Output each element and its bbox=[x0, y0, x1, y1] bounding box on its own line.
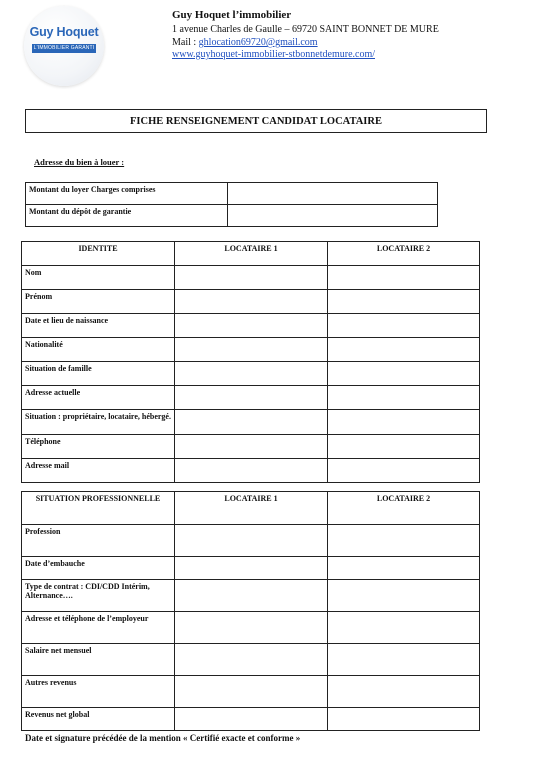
identity-row-label: Téléphone bbox=[22, 435, 175, 459]
agency-website-line bbox=[172, 49, 375, 60]
rent-table bbox=[25, 182, 438, 227]
locataire-2-field[interactable] bbox=[328, 459, 480, 483]
identity-header: LOCATAIRE 1 bbox=[175, 242, 328, 266]
locataire-2-field[interactable] bbox=[328, 525, 480, 557]
rent-row-label: Montant du loyer Charges comprises bbox=[26, 183, 228, 205]
identity-row bbox=[22, 435, 480, 459]
identity-row-label: Nationalité bbox=[22, 338, 175, 362]
locataire-2-field[interactable] bbox=[328, 386, 480, 410]
identity-row bbox=[22, 459, 480, 483]
locataire-2-field[interactable] bbox=[328, 290, 480, 314]
locataire-1-field[interactable] bbox=[175, 459, 328, 483]
locataire-1-field[interactable] bbox=[175, 557, 328, 580]
professional-row bbox=[22, 612, 480, 644]
identity-row-label: Date et lieu de naissance bbox=[22, 314, 175, 338]
locataire-1-field[interactable] bbox=[175, 708, 328, 731]
professional-row bbox=[22, 557, 480, 580]
locataire-2-field[interactable] bbox=[328, 708, 480, 731]
identity-row-label: Nom bbox=[22, 266, 175, 290]
identity-row bbox=[22, 410, 480, 435]
locataire-2-field[interactable] bbox=[328, 644, 480, 676]
identity-row bbox=[22, 266, 480, 290]
agency-name: Guy Hoquet l’immobilier bbox=[172, 9, 292, 21]
locataire-2-field[interactable] bbox=[328, 435, 480, 459]
professional-header: LOCATAIRE 2 bbox=[328, 492, 480, 525]
rent-row bbox=[26, 205, 438, 227]
professional-row-label: Profession bbox=[22, 525, 175, 557]
locataire-2-field[interactable] bbox=[328, 338, 480, 362]
locataire-1-field[interactable] bbox=[175, 410, 328, 435]
professional-row bbox=[22, 580, 480, 612]
mail-label: Mail : bbox=[172, 37, 199, 48]
form-title: FICHE RENSEIGNEMENT CANDIDAT LOCATAIRE bbox=[25, 109, 487, 133]
locataire-2-field[interactable] bbox=[328, 410, 480, 435]
locataire-2-field[interactable] bbox=[328, 557, 480, 580]
professional-row bbox=[22, 525, 480, 557]
professional-row bbox=[22, 708, 480, 731]
professional-row-label: Salaire net mensuel bbox=[22, 644, 175, 676]
professional-header: LOCATAIRE 1 bbox=[175, 492, 328, 525]
locataire-1-field[interactable] bbox=[175, 435, 328, 459]
identity-table bbox=[21, 241, 480, 483]
logo-tagline: L'IMMOBILIER GARANTI bbox=[33, 45, 95, 51]
agency-address: 1 avenue Charles de Gaulle – 69720 SAINT BONNET DE MURE bbox=[172, 24, 439, 35]
locataire-1-field[interactable] bbox=[175, 386, 328, 410]
professional-row-label: Autres revenus bbox=[22, 676, 175, 708]
locataire-2-field[interactable] bbox=[328, 676, 480, 708]
identity-row-label: Prénom bbox=[22, 290, 175, 314]
locataire-1-field[interactable] bbox=[175, 290, 328, 314]
professional-row bbox=[22, 644, 480, 676]
mail-link[interactable]: ghlocation69720@gmail.com bbox=[198, 37, 318, 48]
professional-row-label: Type de contrat : CDI/CDD Intérim, Alternance…. bbox=[22, 580, 175, 612]
identity-row-label: Adresse mail bbox=[22, 459, 175, 483]
property-address-label: Adresse du bien à louer : bbox=[34, 157, 125, 167]
rent-value-field[interactable] bbox=[228, 183, 438, 205]
identity-row-label: Situation de famille bbox=[22, 362, 175, 386]
rent-row-label: Montant du dépôt de garantie bbox=[26, 205, 228, 227]
rent-value-field[interactable] bbox=[228, 205, 438, 227]
locataire-1-field[interactable] bbox=[175, 314, 328, 338]
locataire-2-field[interactable] bbox=[328, 362, 480, 386]
professional-row-label: Date d’embauche bbox=[22, 557, 175, 580]
identity-header: LOCATAIRE 2 bbox=[328, 242, 480, 266]
locataire-1-field[interactable] bbox=[175, 338, 328, 362]
locataire-1-field[interactable] bbox=[175, 580, 328, 612]
locataire-2-field[interactable] bbox=[328, 612, 480, 644]
locataire-1-field[interactable] bbox=[175, 362, 328, 386]
identity-row-label: Adresse actuelle bbox=[22, 386, 175, 410]
professional-header: SITUATION PROFESSIONNELLE bbox=[22, 492, 175, 525]
identity-row bbox=[22, 362, 480, 386]
agency-mail-line bbox=[172, 37, 318, 48]
locataire-2-field[interactable] bbox=[328, 580, 480, 612]
identity-row bbox=[22, 290, 480, 314]
locataire-1-field[interactable] bbox=[175, 266, 328, 290]
professional-table bbox=[21, 491, 480, 731]
identity-row-label: Situation : propriétaire, locataire, hébergé. bbox=[22, 410, 175, 435]
signature-line: Date et signature précédée de la mention « Certifié exacte et conforme » bbox=[25, 733, 301, 743]
locataire-1-field[interactable] bbox=[175, 644, 328, 676]
locataire-1-field[interactable] bbox=[175, 612, 328, 644]
logo-name: Guy Hoquet bbox=[29, 25, 99, 39]
rent-row bbox=[26, 183, 438, 205]
locataire-1-field[interactable] bbox=[175, 676, 328, 708]
locataire-1-field[interactable] bbox=[175, 525, 328, 557]
agency-logo bbox=[24, 6, 104, 86]
professional-row-label: Revenus net global bbox=[22, 708, 175, 731]
identity-row bbox=[22, 338, 480, 362]
website-link[interactable]: www.guyhoquet-immobilier-stbonnetdemure.com/ bbox=[172, 49, 375, 60]
professional-row-label: Adresse et téléphone de l’employeur bbox=[22, 612, 175, 644]
locataire-2-field[interactable] bbox=[328, 266, 480, 290]
identity-row bbox=[22, 314, 480, 338]
professional-row bbox=[22, 676, 480, 708]
identity-row bbox=[22, 386, 480, 410]
locataire-2-field[interactable] bbox=[328, 314, 480, 338]
identity-header: IDENTITE bbox=[22, 242, 175, 266]
